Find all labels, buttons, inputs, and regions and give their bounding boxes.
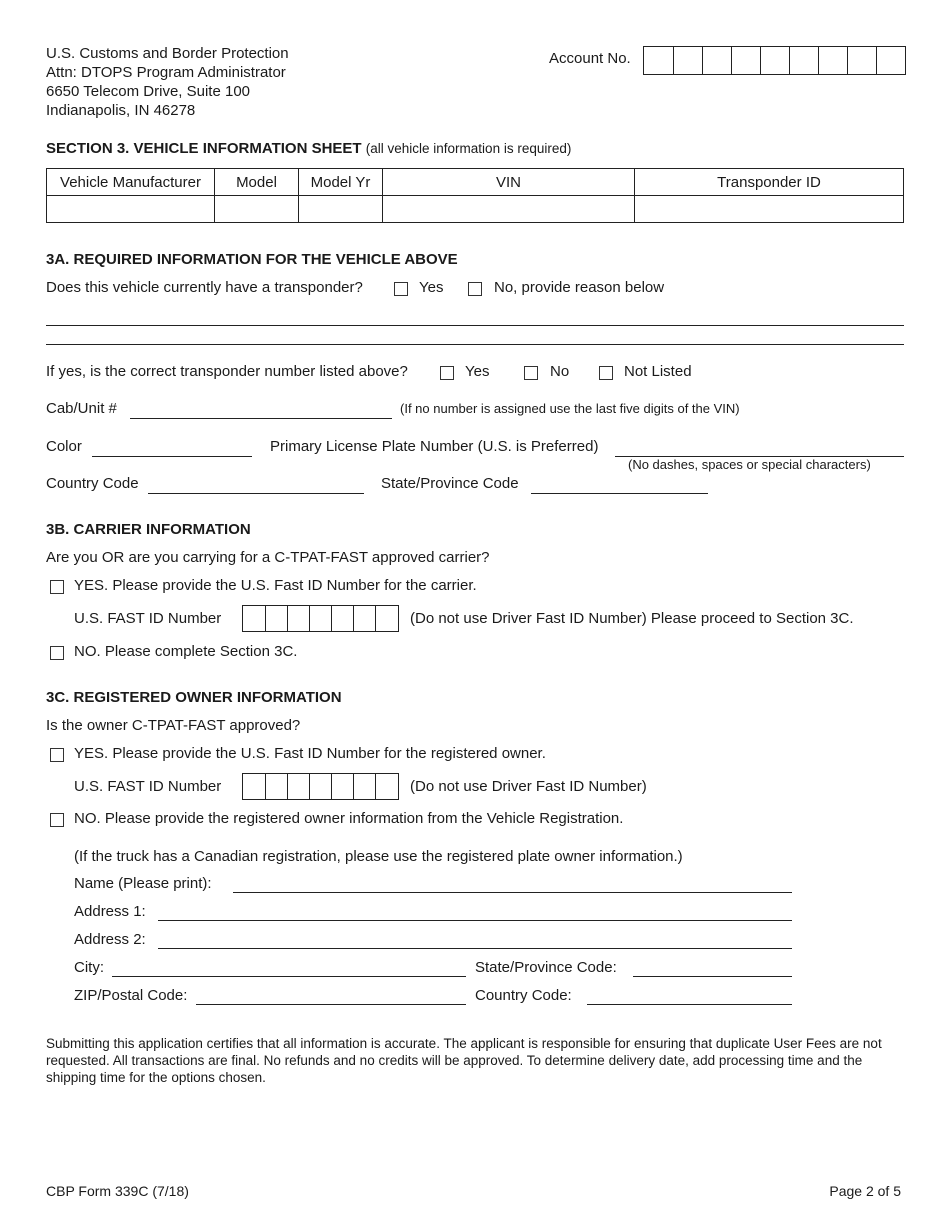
vehicle-info-table [46, 168, 904, 223]
section-3b-title: 3B. CARRIER INFORMATION [46, 521, 251, 538]
transponder-id-cell[interactable] [635, 196, 904, 223]
owner-no-checkbox[interactable] [50, 813, 64, 827]
section-3-title: SECTION 3. VEHICLE INFORMATION SHEET [46, 140, 362, 157]
carrier-fast-id-boxes[interactable] [242, 605, 399, 632]
address-line-2: Attn: DTOPS Program Administrator [46, 64, 286, 81]
col-transponder-id: Transponder ID [635, 169, 904, 196]
state-province-label: State/Province Code [381, 475, 519, 492]
certification-disclaimer: Submitting this application certifies that all information is accurate. The applicant is responsible for ensuring that duplicate User Fees are not requested. All transactions are final. No refunds and no credits will be approved. To determine delivery date, add processing time and the shipping time for the options chosen. [46, 1036, 882, 1085]
cab-unit-field[interactable] [130, 418, 392, 419]
account-number-label: Account No. [549, 50, 631, 67]
owner-name-label: Name (Please print): [74, 875, 212, 892]
owner-state-label: State/Province Code: [475, 959, 617, 976]
owner-country-label: Country Code: [475, 987, 572, 1004]
owner-fast-id-label: U.S. FAST ID Number [74, 778, 222, 795]
owner-address1-label: Address 1: [74, 903, 146, 920]
owner-city-field[interactable] [112, 976, 466, 977]
vehicle-table-row [47, 196, 904, 223]
vehicle-manufacturer-cell[interactable] [47, 196, 215, 223]
col-model: Model [215, 169, 299, 196]
owner-address2-label: Address 2: [74, 931, 146, 948]
carrier-no-text: NO. Please complete Section 3C. [74, 643, 298, 660]
license-plate-note: (No dashes, spaces or special characters) [628, 457, 871, 472]
reason-line-1[interactable] [46, 325, 904, 326]
correct-no-label: No [550, 363, 570, 380]
col-vin: VIN [383, 169, 635, 196]
correct-yes-checkbox[interactable] [440, 366, 454, 380]
section-3a-title: 3A. REQUIRED INFORMATION FOR THE VEHICLE ABOVE [46, 251, 458, 268]
owner-question: Is the owner C-TPAT-FAST approved? [46, 717, 301, 734]
cab-unit-label: Cab/Unit # [46, 400, 117, 417]
cab-unit-note: (If no number is assigned use the last five digits of the VIN) [400, 401, 740, 416]
transponder-no-label: No, provide reason below [494, 279, 665, 296]
section-3c-title: 3C. REGISTERED OWNER INFORMATION [46, 689, 342, 706]
owner-fast-id-boxes[interactable] [242, 773, 399, 800]
owner-address1-field[interactable] [158, 920, 792, 921]
transponder-yes-checkbox[interactable] [394, 282, 408, 296]
vehicle-table-header [47, 169, 904, 196]
transponder-yes-label: Yes [419, 279, 444, 296]
owner-yes-checkbox[interactable] [50, 748, 64, 762]
owner-zip-label: ZIP/Postal Code: [74, 987, 188, 1004]
col-model-year: Model Yr [299, 169, 383, 196]
owner-name-field[interactable] [233, 892, 792, 893]
correct-no-checkbox[interactable] [524, 366, 538, 380]
color-field[interactable] [92, 456, 252, 457]
state-province-field[interactable] [531, 493, 708, 494]
owner-zip-field[interactable] [196, 1004, 466, 1005]
address-line-1: U.S. Customs and Border Protection [46, 45, 289, 62]
account-number-boxes[interactable] [643, 46, 906, 75]
license-plate-label: Primary License Plate Number (U.S. is Preferred) [270, 438, 599, 455]
form-identifier: CBP Form 339C (7/18) [46, 1183, 189, 1199]
correct-not-listed-checkbox[interactable] [599, 366, 613, 380]
transponder-question: Does this vehicle currently have a transponder? [46, 279, 363, 296]
color-label: Color [46, 438, 82, 455]
carrier-no-checkbox[interactable] [50, 646, 64, 660]
correct-yes-label: Yes [465, 363, 490, 380]
owner-country-field[interactable] [587, 1004, 792, 1005]
address-line-3: 6650 Telecom Drive, Suite 100 [46, 83, 251, 100]
model-year-cell[interactable] [299, 196, 383, 223]
owner-address2-field[interactable] [158, 948, 792, 949]
owner-no-text: NO. Please provide the registered owner information from the Vehicle Registration. [74, 810, 624, 827]
mailing-address [46, 44, 289, 120]
page-number: Page 2 of 5 [829, 1183, 901, 1199]
country-code-label: Country Code [46, 475, 139, 492]
canadian-registration-note: (If the truck has a Canadian registration, please use the registered plate owner information.) [74, 848, 683, 865]
owner-yes-text: YES. Please provide the U.S. Fast ID Number for the registered owner. [74, 745, 546, 762]
owner-fast-id-note: (Do not use Driver Fast ID Number) [410, 778, 647, 795]
owner-state-field[interactable] [633, 976, 792, 977]
carrier-fast-id-note: (Do not use Driver Fast ID Number) Please proceed to Section 3C. [410, 610, 854, 627]
reason-line-2[interactable] [46, 344, 904, 345]
correct-not-listed-label: Not Listed [624, 363, 692, 380]
correct-transponder-question: If yes, is the correct transponder number listed above? [46, 363, 408, 380]
carrier-yes-text: YES. Please provide the U.S. Fast ID Number for the carrier. [74, 577, 477, 594]
carrier-yes-checkbox[interactable] [50, 580, 64, 594]
model-cell[interactable] [215, 196, 299, 223]
carrier-question: Are you OR are you carrying for a C-TPAT-FAST approved carrier? [46, 549, 490, 566]
carrier-fast-id-label: U.S. FAST ID Number [74, 610, 222, 627]
vin-cell[interactable] [383, 196, 635, 223]
section-3-note: (all vehicle information is required) [365, 141, 572, 156]
transponder-no-checkbox[interactable] [468, 282, 482, 296]
section-3-heading [46, 140, 571, 157]
address-line-4: Indianapolis, IN 46278 [46, 102, 196, 119]
owner-city-label: City: [74, 959, 104, 976]
country-code-field[interactable] [148, 493, 364, 494]
col-vehicle-manufacturer: Vehicle Manufacturer [47, 169, 215, 196]
